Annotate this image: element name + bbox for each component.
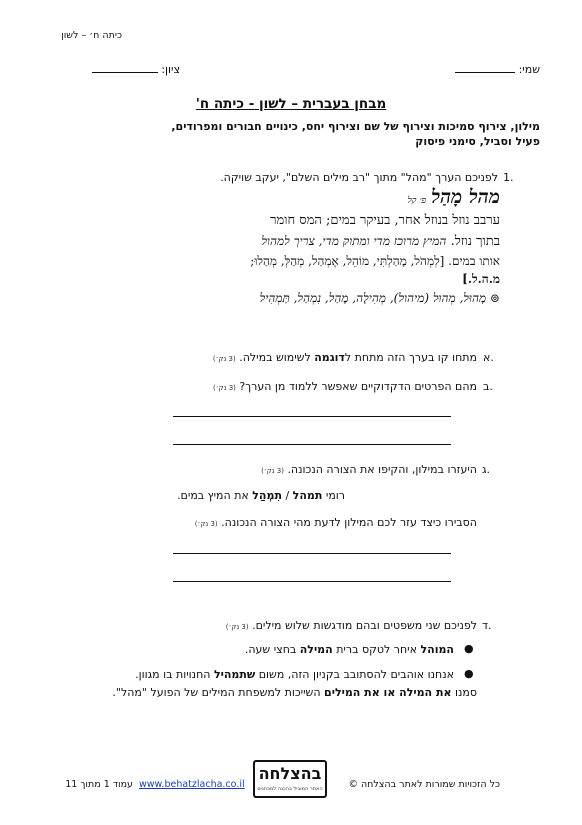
q1g-explain xyxy=(195,516,477,529)
entry-headword: מהל מָהַל xyxy=(431,186,500,208)
q1d-s1-end: בחצי שעה. xyxy=(244,643,300,656)
q1g-explain-text: הסבירו כיצד עזר לכם המילון לדעת מהי הצורה הנכונה. xyxy=(221,516,477,529)
q1d-sentence-1 xyxy=(245,643,454,656)
entry-definition-line-2 xyxy=(140,233,500,249)
entry-inflections: אותו במים. [לְמְהֹל, מָהַלְתִּי, מוֹהֵל, אֶמְהַל, מְהַלְּ, מְהַלוּ; xyxy=(250,254,500,268)
grade-label: ציון: xyxy=(161,63,180,76)
q1-intro: לפניכם הערך "מהל" מתוך "רב מילים השלם", יעקב שויקה. xyxy=(220,171,498,184)
q1g-points: (3 נק׳) xyxy=(261,467,284,475)
q1b-question: מהם הפרטים הדקדוקיים שאפשר ללמוד מן הערך? xyxy=(239,380,477,393)
q1-number: 1. xyxy=(503,171,514,184)
footer-rights: כל הזכויות שמורות לאתר בהצלחה © xyxy=(348,779,500,790)
entry-definition-end: בתוך נוזל. xyxy=(450,234,500,249)
q1g-letter: ג. xyxy=(482,463,491,476)
q1g-text xyxy=(261,463,477,476)
logo-tagline: האתר המוביל בהכנה למבחנים xyxy=(257,786,323,792)
q1d-instruction xyxy=(112,686,477,699)
q1b-answer-line-1[interactable] xyxy=(173,416,451,417)
entry-example: המיץ מרוכז מדי ומתוק מדי, צריך למהול xyxy=(261,234,447,248)
entry-root: מ.ה.ל.] xyxy=(462,272,500,286)
page-corner-label: כיתה ח׳ – לשון xyxy=(61,30,122,41)
q1g-sentence-start: רומי xyxy=(322,489,345,502)
bullet-icon: ● xyxy=(464,667,474,680)
q1g-option-1[interactable]: תמהל xyxy=(292,489,323,502)
q1g-sentence xyxy=(177,489,345,502)
q1a-text-start: מתחו קו בערך הזה מתחת ל xyxy=(344,351,477,364)
q1d-s1-bold-1[interactable]: המוהל xyxy=(420,643,454,656)
footer-link-wrap xyxy=(139,779,245,790)
exam-title: מבחן בעברית – לשון - כיתה ח' xyxy=(195,96,387,112)
q1a-bold-word: דוגמה xyxy=(314,351,345,364)
q1b-text xyxy=(213,380,477,393)
grade-field xyxy=(92,62,180,76)
q1d-letter: ד. xyxy=(482,619,492,632)
q1g-explain-points: (3 נק׳) xyxy=(194,520,218,528)
q1g-answer-line-1[interactable] xyxy=(173,553,451,554)
q1d-instr-end: השייכות למשפחת המילים של הפועל "מהל". xyxy=(112,686,325,699)
derived-words-icon: ⊚ xyxy=(489,291,500,305)
topics-line-2: פעיל וסביל, סימני פיסוק xyxy=(415,135,540,148)
q1d-s2-start: אנחנו אוהבים להסתובב בקניון הזה, משום xyxy=(255,668,454,681)
q1d-text xyxy=(226,619,477,632)
q1d-s1-mid: איחר לטקס ברית xyxy=(332,643,421,656)
q1g-answer-line-2[interactable] xyxy=(173,581,451,582)
entry-headword-line xyxy=(140,186,500,209)
q1g-slash: / xyxy=(281,489,293,502)
q1b-answer-line-2[interactable] xyxy=(173,444,451,445)
site-link[interactable]: www.behatzlacha.co.il xyxy=(139,779,245,790)
name-label: שמי: xyxy=(518,63,540,76)
q1d-s1-bold-2[interactable]: המילה xyxy=(299,643,333,656)
q1d-s2-end: החנויות בו מגוון. xyxy=(135,668,214,681)
q1d-instr-start: סמנו xyxy=(451,686,477,699)
footer-page-number: עמוד 1 מתוך 11 xyxy=(65,779,133,790)
q1g-sentence-end: את המיץ במים. xyxy=(177,489,253,502)
topics-line-1: מילון, צירוף סמיכות וצירוף של שם וצירוף יחס, כינויים חבורים ומפרודים, xyxy=(171,120,540,133)
q1a-text-end: לשימוש במילה. xyxy=(239,351,315,364)
entry-definition-line-1: ערבב נוזל בנוזל אחר, בעיקר במים; המס חומר xyxy=(270,213,500,228)
q1b-letter: ב. xyxy=(483,380,493,393)
bullet-icon: ● xyxy=(464,642,474,655)
entry-derived-line xyxy=(140,291,500,306)
behatzlacha-logo[interactable] xyxy=(253,760,327,798)
q1d-instr-bold: את המילה או את המילים xyxy=(324,686,452,699)
entry-derived-words: מָהוּל, מְהוּל (מיהול), מְהִילָה, מָהַל, נִמְהַל, תַּמְהִיל xyxy=(259,291,487,305)
dictionary-entry xyxy=(140,186,500,306)
q1g-option-2[interactable]: תִמְהַל xyxy=(252,489,282,502)
entry-part-of-speech: פ׳ קל xyxy=(407,196,427,206)
q1d-s2-bold[interactable]: שתמהיל xyxy=(213,668,256,681)
q1a-text xyxy=(213,351,477,364)
q1d-sentence-2 xyxy=(135,668,454,681)
q1b-points: (3 נק׳) xyxy=(213,384,236,392)
q1a-letter: א. xyxy=(483,351,494,364)
q1d-question: לפניכם שני משפטים ובהם מודגשות שלוש מילים. xyxy=(252,619,477,632)
q1d-points: (3 נק׳) xyxy=(225,623,249,631)
logo-text: בהצלחה xyxy=(258,764,322,783)
student-name-field xyxy=(455,62,540,76)
q1a-points: (3 נק׳) xyxy=(212,355,236,363)
name-blank[interactable] xyxy=(455,62,515,73)
q1g-question: היעזרו במילון, והקיפו את הצורה הנכונה. xyxy=(287,463,477,476)
grade-blank[interactable] xyxy=(92,62,158,73)
